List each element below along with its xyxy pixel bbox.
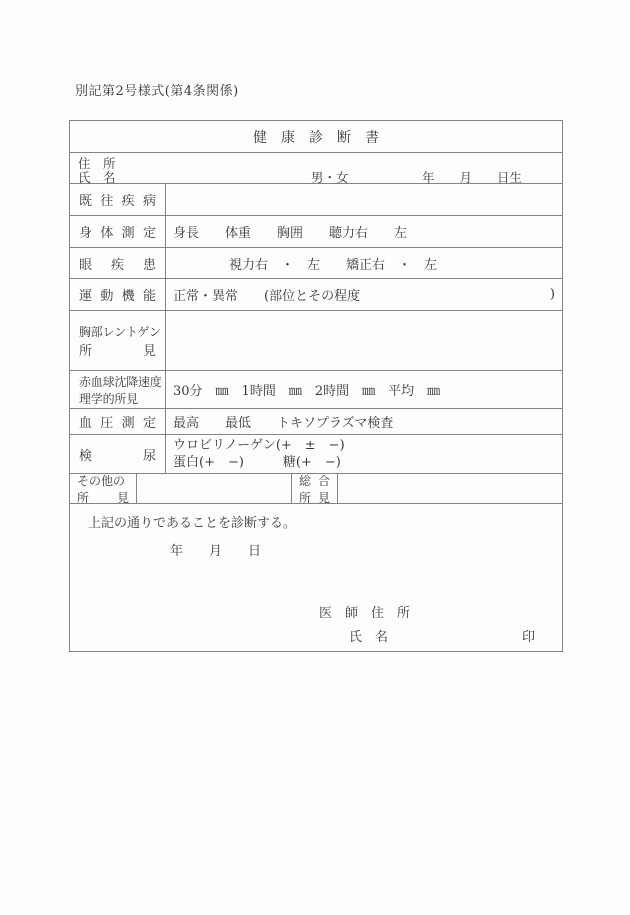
esr-label-line2: 理学的所見	[79, 391, 139, 406]
blood-pressure-row	[70, 408, 562, 434]
medical-history-value	[166, 184, 562, 215]
motor-function-row	[70, 278, 562, 310]
urinalysis-line2: 蛋白(+ −) 糖(+ −)	[173, 455, 341, 470]
certification-statement: 上記の通りであることを診断する。	[88, 516, 297, 531]
urinalysis-label: 検 尿	[79, 448, 156, 464]
birth-date-labels: 年 月 日生	[422, 170, 523, 185]
other-findings-value	[137, 474, 292, 503]
chest-xray-value	[166, 311, 562, 370]
address-name-row	[70, 152, 562, 183]
body-measurement-fields: 身長 体重 胸囲 聴力右 左	[173, 226, 408, 241]
page-title: 健 康 診 断 書	[253, 129, 379, 146]
other-findings-label	[70, 474, 137, 503]
eye-disease-label: 眼 疾 患	[79, 257, 156, 273]
chest-xray-label-line1: 胸部レントゲン	[79, 324, 161, 339]
table-title-row	[70, 121, 562, 152]
blood-pressure-label: 血 圧 測 定	[79, 416, 156, 431]
motor-function-text: 正常・異常 (部位とその程度	[173, 289, 361, 304]
seal-label: 印	[522, 630, 536, 645]
esr-fields: 30分 ㎜ 1時間 ㎜ 2時間 ㎜ 平均 ㎜	[173, 384, 441, 399]
overall-findings-label-line1: 総 合	[299, 473, 330, 488]
body-measurement-row	[70, 215, 562, 247]
esr-label-line1: 赤血球沈降速度	[79, 374, 162, 389]
esr-row	[70, 370, 562, 408]
other-findings-label-line1: その他の	[77, 473, 126, 488]
other-findings-row	[70, 473, 562, 503]
form-code: 別記第2号様式(第4条関係)	[75, 84, 239, 99]
overall-findings-label-line2: 所 見	[299, 490, 330, 505]
name-line	[70, 168, 562, 183]
motor-function-close-paren: )	[549, 287, 555, 302]
blood-pressure-fields: 最高 最低 トキソプラズマ検査	[173, 416, 394, 431]
urinalysis-line1: ウロビリノーゲン(+ ± −)	[173, 438, 345, 453]
doctor-address-label: 医 師 住 所	[319, 606, 411, 621]
body-measurement-label: 身 体 測 定	[79, 226, 156, 241]
other-findings-label-line2: 所 見	[77, 490, 129, 505]
eye-disease-row	[70, 247, 562, 278]
address-label: 住 所	[78, 156, 116, 171]
name-label: 氏 名	[78, 170, 116, 185]
eye-disease-fields: 視力右 ・ 左 矯正右 ・ 左	[229, 257, 438, 273]
doctor-name-label: 氏 名	[349, 630, 389, 645]
sex-options: 男・女	[311, 170, 349, 185]
motor-function-fields	[166, 279, 562, 310]
medical-history-label: 既 往 疾 病	[79, 194, 156, 209]
motor-function-label: 運 動 機 能	[79, 289, 156, 304]
health-certificate-table	[69, 120, 563, 652]
chest-xray-row	[70, 310, 562, 370]
urinalysis-row	[70, 434, 562, 473]
certification-section	[70, 503, 562, 652]
overall-findings-value	[338, 474, 562, 503]
medical-history-row	[70, 183, 562, 215]
chest-xray-label-line2: 所 見	[79, 343, 156, 359]
urinalysis-fields	[166, 435, 562, 473]
certification-date: 年 月 日	[170, 544, 262, 559]
overall-findings-label	[292, 474, 338, 503]
